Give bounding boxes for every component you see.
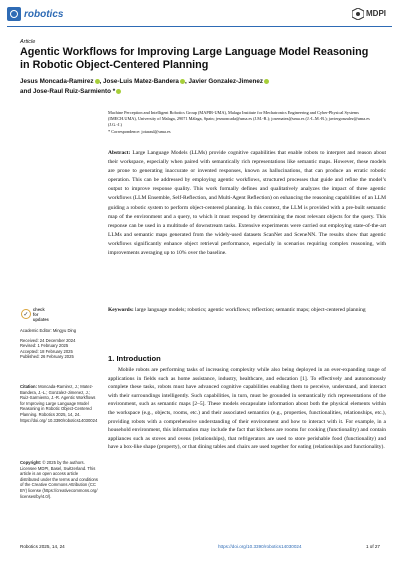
orcid-icon[interactable] [95,79,100,84]
orcid-icon[interactable] [264,79,269,84]
section-heading: 1. Introduction [108,354,161,363]
header-rule [7,26,392,27]
check-updates-line1: check for [32,306,45,317]
orcid-icon[interactable] [180,79,185,84]
copyright-text: © 2025 by the authors. Licensee MDPI, Basel, Switzerland. This article is an open access article distributed under the terms and conditions of the Creative Commons Attribution (CC BY) license (https://creativecommons.org/ licenses/by/4.0/). [20,460,98,499]
author-name[interactable]: and Jose-Raul Ruiz-Sarmiento * [20,88,116,95]
affiliation-block [108,110,378,135]
sidebar-copyright [20,460,98,499]
check-updates-badge[interactable] [21,303,51,325]
author-name[interactable]: Javier Gonzalez-Jimenez [188,78,263,85]
abstract-label: Abstract: [108,150,131,156]
footer-doi-link[interactable]: https://doi.org/10.3390/robotics14030024 [218,544,302,549]
publisher-name: MDPI [366,9,386,18]
author-name[interactable]: Jesus Moncada-Ramirez [20,78,94,85]
journal-logo [7,5,82,23]
revised-date: Revised: 1 February 2025 [20,343,69,349]
author-list: Jesus Moncada-Ramirez , Jose-Luis Matez-Bandera , Javier Gonzalez-Jimenez and Jose-Raul Ruiz-Sarmiento * [20,77,375,97]
sidebar-dates [20,328,98,360]
robotics-logo-icon [7,7,21,21]
published-date: Published: 26 February 2025 [20,354,74,360]
abstract-text: Large Language Models (LLMs) provide cognitive capabilities that enable robots to interpret and reason about their workspace, especially when paired with semantically rich representations like semantic maps. However, these models are prone to generating inaccurate or invented responses, known as hallucinations, that can produce an erratic robotic operation. This can be addressed by employing agentic workflows, structured processes that guide and refine the model’s output to improve response quality. This work formally defines and qualitatively analyzes the impact of three agentic workflows (LLM Ensemble, Self-Reflection, and Multi-Agent Reflection) on enhancing the reasoning capabilities of an LLM guiding a robotic system to perform object-centered planning. In this context, the LLM is provided with a pre-built semantic map of the environment and a query, to which it must respond by determining the most relevant objects for the query. This response can be used in a multitude of downstream tasks. Extensive experiments were carried out employing state-of-the-art LLMs and semantic maps generated from the widely-used datasets ScanNet and SceneNN. The results show that agentic workflows significantly enhance object retrieval performance, especially in scenarios requiring complex reasoning, with improvements averaging up to 10% over the baseline. [108,150,387,257]
received-date: Received: 24 December 2024 [20,337,76,343]
keywords [108,306,386,315]
check-updates-line2: updates [32,316,49,322]
journal-name: robotics [24,8,64,20]
academic-editor: Academic Editor: Mingyu Ding [20,328,77,333]
footer-page-number: 1 of 27 [365,544,380,549]
check-updates-icon: ✓ [21,309,31,319]
sidebar-citation [20,384,98,423]
publisher-logo [352,6,388,21]
author-name[interactable]: Jose-Luis Matez-Bandera [103,78,179,85]
orcid-icon[interactable] [116,89,121,94]
article-type: Article [20,39,36,45]
citation-label: Citation: [20,384,37,389]
affiliation-text: Machine Perception and Intelligent Robotics Group (MAPIR-UMA), Malaga Institute for Mechatronics Engineering and Cyber-Physical Systems (IMECH.UMA), University of Malaga, 29071 Málaga, Spain; jesmoncada@uma.es (J.M.-R.); josematez@uma.es (J.-L.M.-B.); javiergonzalez@uma.es (J.G.-J.) [108,110,370,128]
abstract [108,149,386,258]
article-title: Agentic Workflows for Improving Large Language Model Reasoning in Robotic Object-Centered Planning [20,46,369,71]
footer-citation: Robotics 2025, 14, 24 [20,544,65,549]
copyright-label: Copyright: [20,460,42,465]
body-text [108,366,386,452]
keywords-label: Keywords: [108,307,134,313]
body-paragraph: Mobile robots are performing tasks of increasing complexity while also being deployed in an ever-expanding range of applications in fields such as home assistance, industry, healthcare, and education [1]. To effectively and autonomously complete these tasks, robots must have advanced cognitive capabilities enabling them to perceive, understand, and interact with their surroundings intelligently. Such capabilities, in turn, must be grounded in semantically rich representations of the environment, such as semantic maps [2–5]. These models encapsulate information about both the physical elements within the workspace (e.g., objects, rooms, etc.) and their associated semantics (e.g., properties, functionalities, relationships, etc.), providing robots with a comprehensive understanding of their environment and how to interact with it. For example, in a household environment, this information may include the fact that kitchens are rooms for cooking (functionality) and contain appliances such as stoves and ovens (relationships), that refrigerators are used to store perishable food (functionality) and have a box-like shape (property), or that dining tables and chairs are used together for eating (relationships and functionality). [108,367,386,451]
citation-text: Moncada-Ramirez, J.; Matez-Bandera, J.-L.; Gonzalez-Jimenez, J.; Ruiz-Sarmiento, J.-R. Agentic Workflows for Improving Large Language Model Reasoning in Robotic Object-Centered Planning. Robotics 2025, 14, 24. https://doi.org/ 10.3390/robotics14030024 [20,384,98,423]
accepted-date: Accepted: 18 February 2025 [20,348,73,354]
mdpi-logo-icon [352,8,364,20]
correspondence: * Correspondence: jotaraul@uma.es [108,128,171,134]
keywords-text: large language models; robotics; agentic workflows; reflection; semantic maps; object-centered planning [135,307,366,313]
